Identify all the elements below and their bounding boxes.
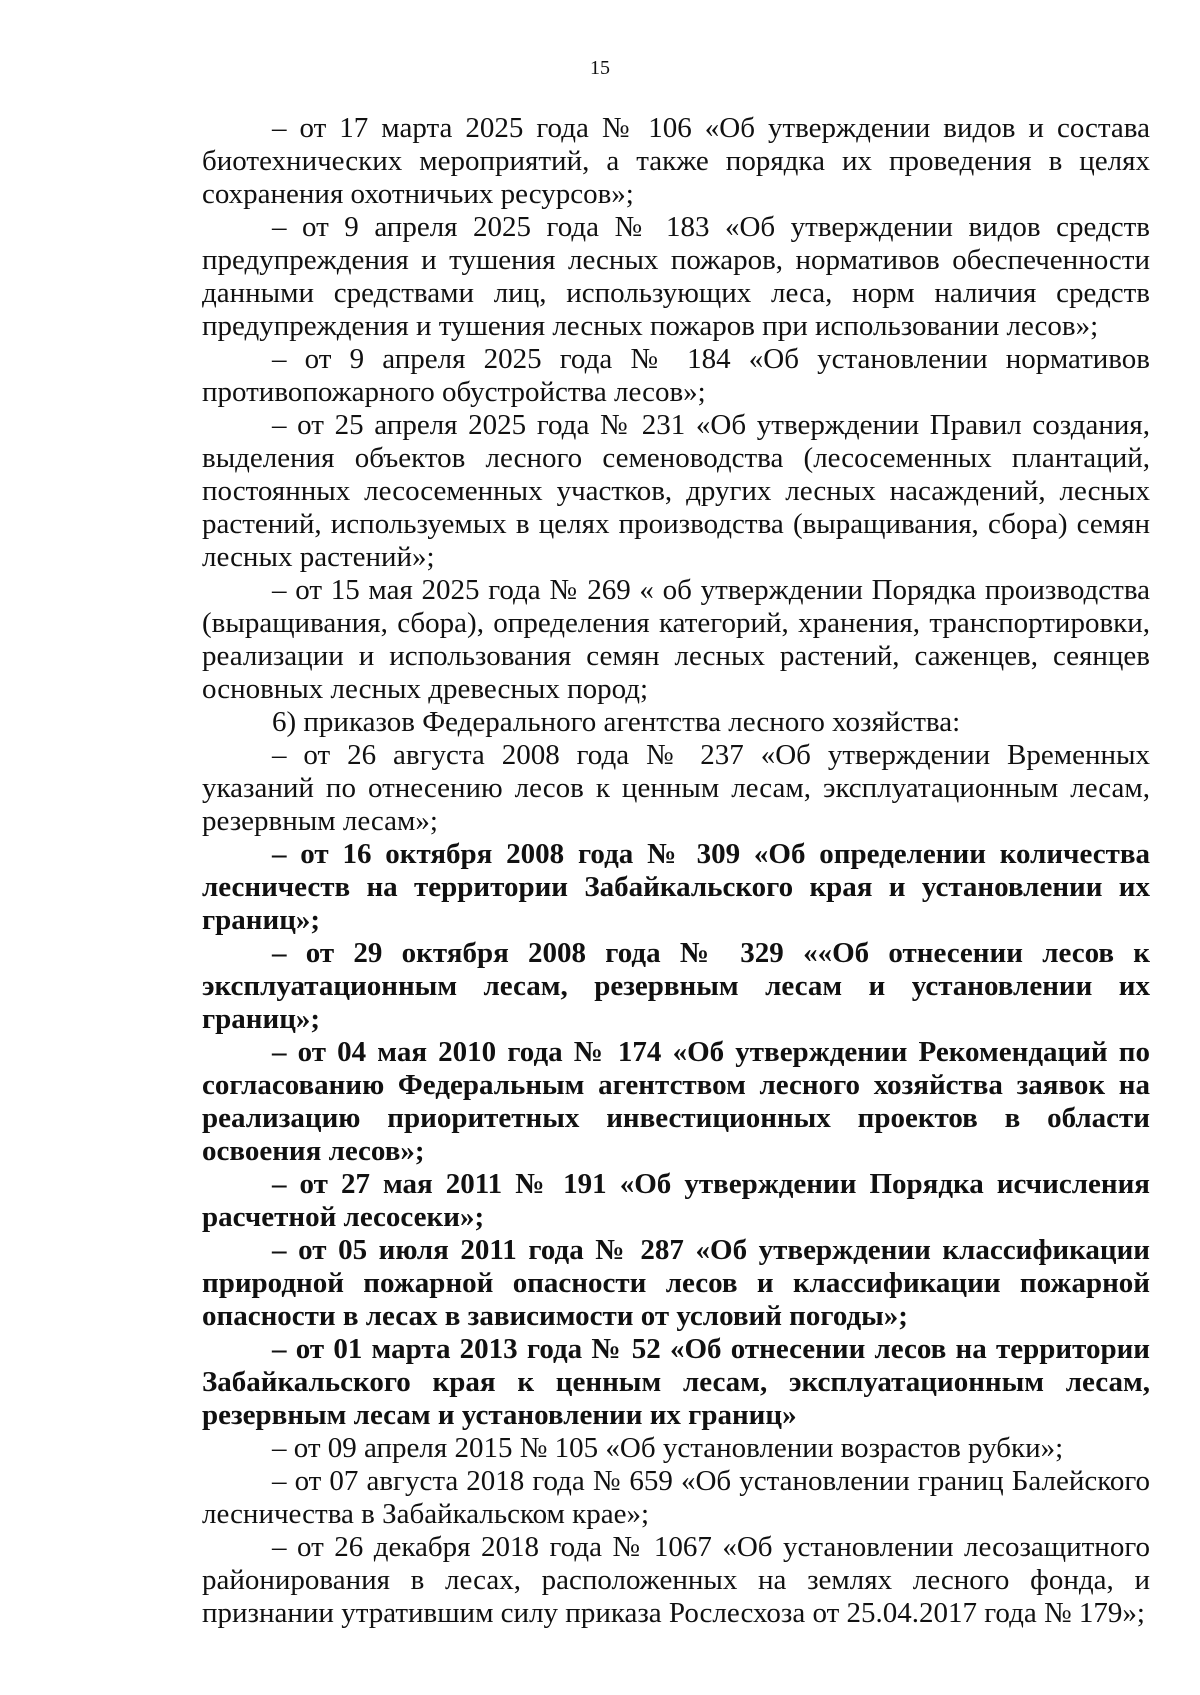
list-item-order-309: – от 16 октября 2008 года № 309 «Об определении количества лесничеств на территории Забайкальского края и установлении их границ»; (202, 838, 1150, 936)
list-item-order-659: – от 07 августа 2018 года № 659 «Об установлении границ Балейского лесничества в Забайкальском крае»; (202, 1465, 1150, 1530)
list-item-order-105: – от 09 апреля 2015 № 105 «Об установлении возрастов рубки»; (272, 1432, 1064, 1464)
list-item-order-231: – от 25 апреля 2025 года № 231 «Об утверждении Правил создания, выделения объектов лесного семеноводства (лесосеменных плантаций, постоянных лесосеменных участков, других лесных насаждений, лесных растений, используемых в целях производства (выращивания, сбора) семян лесных растений»; (202, 409, 1150, 573)
list-item-order-1067: – от 26 декабря 2018 года № 1067 «Об установлении лесозащитного районирования в лесах, расположенных на землях лесного фонда, и признании утратившим силу приказа Рослесхоза от 25.04.2017 года № 179»; (202, 1531, 1150, 1629)
list-item-order-191: – от 27 мая 2011 № 191 «Об утверждении Порядка исчисления расчетной лесосеки»; (202, 1168, 1150, 1233)
list-item-order-237: – от 26 августа 2008 года № 237 «Об утверждении Временных указаний по отнесению лесов к ценным лесам, эксплуатационным лесам, резервным лесам»; (202, 739, 1150, 837)
list-item-order-329: – от 29 октября 2008 года № 329 ««Об отнесении лесов к эксплуатационным лесам, резервным лесам и установлении их границ»; (202, 937, 1150, 1035)
list-item-order-106: – от 17 марта 2025 года № 106 «Об утверждении видов и состава биотехнических мероприятий, а также порядка их проведения в целях сохранения охотничьих ресурсов»; (202, 112, 1150, 210)
section-heading-rosleshoz-orders: 6) приказов Федерального агентства лесного хозяйства: (272, 706, 961, 738)
page-number: 15 (590, 57, 610, 79)
list-item-order-184: – от 9 апреля 2025 года № 184 «Об установлении нормативов противопожарного обустройства лесов»; (202, 343, 1150, 408)
list-item-order-287: – от 05 июля 2011 года № 287 «Об утверждении классификации природной пожарной опасности лесов и классификации пожарной опасности в лесах в зависимости от условий погоды»; (202, 1234, 1150, 1332)
list-item-order-52: – от 01 марта 2013 года № 52 «Об отнесении лесов на территории Забайкальского края к ценным лесам, эксплуатационным лесам, резервным лесам и установлении их границ» (202, 1333, 1150, 1431)
document-body (202, 112, 1150, 1630)
list-item-order-174: – от 04 мая 2010 года № 174 «Об утверждении Рекомендаций по согласованию Федеральным агентством лесного хозяйства заявок на реализацию приоритетных инвестиционных проектов в области освоения лесов»; (202, 1036, 1150, 1167)
list-item-order-183: – от 9 апреля 2025 года № 183 «Об утверждении видов средств предупреждения и тушения лесных пожаров, нормативов обеспеченности данными средствами лиц, использующих леса, норм наличия средств предупреждения и тушения лесных пожаров при использовании лесов»; (202, 211, 1150, 342)
list-item-order-269: – от 15 мая 2025 года № 269 « об утверждении Порядка производства (выращивания, сбора), определения категорий, хранения, транспортировки, реализации и использования семян лесных растений, саженцев, сеянцев основных лесных древесных пород; (202, 574, 1150, 705)
